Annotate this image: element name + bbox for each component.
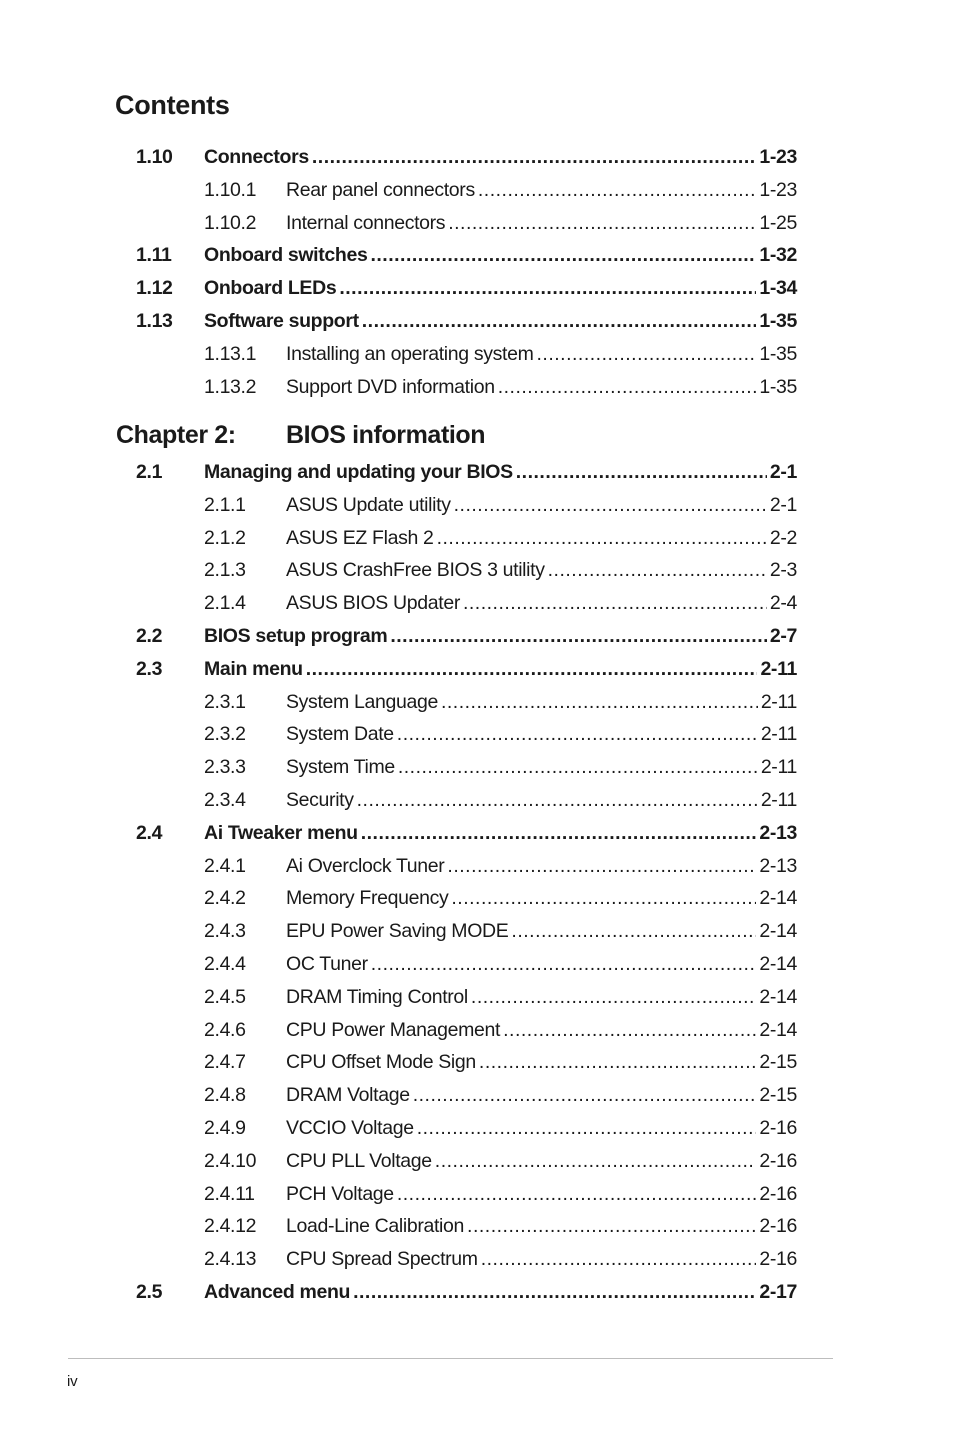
- toc-entry-title: ASUS Update utility: [286, 493, 451, 516]
- toc-subsection-entry[interactable]: [204, 211, 797, 235]
- dot-leader: [398, 755, 758, 779]
- toc-entry-page: 2-14: [759, 887, 797, 910]
- toc-entry-number: 2.4.2: [204, 887, 246, 910]
- dot-leader: [516, 460, 767, 484]
- toc-entry-line: [286, 919, 797, 943]
- toc-entry-number: 1.13: [136, 310, 173, 332]
- toc-entry-number: 2.4.6: [204, 1018, 246, 1041]
- toc-entry-page: 2-15: [759, 1084, 797, 1107]
- toc-entry-page: 2-1: [769, 461, 797, 483]
- toc-entry-number: 1.10.2: [204, 211, 257, 234]
- toc-entry-page: 1-23: [759, 178, 797, 201]
- toc-entry-page: 1-34: [759, 277, 797, 300]
- dot-leader: [437, 526, 767, 550]
- toc-entry-number: 1.11: [136, 244, 172, 267]
- toc-entry-number: 2.4.11: [204, 1182, 255, 1205]
- toc-subsection-entry[interactable]: [204, 493, 797, 517]
- toc-entry-page: 1-25: [759, 211, 797, 234]
- toc-entry-page: 2-2: [769, 526, 797, 549]
- toc-entry-page: 2-16: [759, 1215, 797, 1238]
- toc-entry-title: Advanced menu: [204, 1281, 351, 1303]
- toc-entry-line: [286, 375, 797, 399]
- dot-leader: [478, 178, 757, 202]
- dot-leader: [481, 1247, 757, 1271]
- toc-entry-title: DRAM Timing Control: [286, 985, 468, 1008]
- toc-entry-number: 2.4.12: [204, 1215, 257, 1238]
- toc-entry-page: 1-35: [759, 375, 797, 398]
- toc-entry-page: 2-14: [759, 953, 797, 975]
- toc-subsection-entry[interactable]: [204, 1018, 797, 1042]
- toc-entry-title: Support DVD information: [286, 375, 495, 398]
- toc-entry-title: Connectors: [204, 146, 309, 168]
- dot-leader: [463, 591, 767, 615]
- toc-entry-number: 2.4.7: [204, 1051, 246, 1074]
- toc-subsection-entry[interactable]: [204, 854, 797, 878]
- toc-section-entry[interactable]: [136, 657, 797, 681]
- toc-entry-number: 2.1.3: [204, 559, 246, 582]
- toc-section-entry[interactable]: [136, 276, 797, 300]
- toc-entry-number: 2.4.13: [204, 1248, 257, 1271]
- toc-entry-page: 2-7: [769, 625, 797, 647]
- toc-subsection-entry[interactable]: [204, 1182, 797, 1206]
- toc-entry-number: 1.13.1: [204, 342, 257, 365]
- toc-entry-number: 2.4.3: [204, 920, 246, 943]
- toc-entry-number: 2.3.1: [204, 690, 246, 713]
- toc-entry-title: Load-Line Calibration: [286, 1215, 465, 1238]
- toc-entry-number: 1.12: [136, 277, 173, 300]
- toc-entry-number: 2.1.4: [204, 592, 246, 615]
- toc-entry-number: 1.13.2: [204, 375, 257, 398]
- toc-entry-line: [286, 178, 797, 202]
- toc-entry-page: 2-11: [760, 690, 797, 713]
- toc-entry-title: ASUS EZ Flash 2: [286, 526, 434, 549]
- toc-section-entry[interactable]: [136, 460, 797, 484]
- toc-subsection-entry[interactable]: [204, 788, 797, 812]
- toc-entry-page: 2-16: [759, 1248, 797, 1271]
- toc-subsection-entry[interactable]: [204, 690, 797, 714]
- toc-entry-number: 1.10.1: [204, 178, 257, 201]
- toc-entry-title: ASUS BIOS Updater: [286, 592, 460, 615]
- toc-section-entry[interactable]: [136, 309, 797, 333]
- toc-entry-line: [286, 493, 797, 517]
- toc-entry-line: [204, 276, 797, 300]
- toc-entry-page: 1-35: [759, 310, 797, 332]
- toc-subsection-entry[interactable]: [204, 342, 797, 366]
- toc-entry-page: 2-14: [759, 985, 797, 1008]
- toc-entry-title: System Time: [286, 756, 395, 779]
- dot-leader: [370, 243, 756, 267]
- toc-entry-line: [286, 1083, 797, 1107]
- toc-entry-line: [286, 854, 797, 878]
- toc-entry-page: 2-17: [759, 1281, 797, 1303]
- toc-entry-title: DRAM Voltage: [286, 1084, 410, 1107]
- toc-entry-line: [204, 821, 797, 845]
- toc-entry-title: Main menu: [204, 657, 303, 680]
- toc-entry-title: CPU Offset Mode Sign: [286, 1051, 476, 1074]
- toc-entry-title: Ai Overclock Tuner: [286, 854, 445, 877]
- toc-entry-line: [286, 342, 797, 366]
- toc-entry-page: 1-32: [759, 244, 797, 267]
- toc-entry-line: [286, 788, 797, 812]
- toc-subsection-entry[interactable]: [204, 591, 797, 615]
- toc-subsection-entry[interactable]: [204, 1116, 797, 1140]
- chapter-label: Chapter 2:: [116, 421, 236, 449]
- toc-subsection-entry[interactable]: [204, 952, 797, 976]
- dot-leader: [339, 276, 756, 300]
- toc-section-entry[interactable]: [136, 1280, 797, 1304]
- toc-entry-line: [286, 1050, 797, 1074]
- toc-entry-title: VCCIO Voltage: [286, 1117, 414, 1139]
- toc-entry-title: ASUS CrashFree BIOS 3 utility: [286, 559, 545, 582]
- toc-entry-line: [286, 558, 797, 582]
- toc-subsection-entry[interactable]: [204, 1214, 797, 1238]
- toc-entry-line: [204, 624, 797, 648]
- toc-entry-title: Onboard LEDs: [204, 277, 337, 300]
- toc-entry-page: 2-16: [759, 1149, 797, 1172]
- dot-leader: [454, 493, 767, 517]
- toc-entry-number: 2.2: [136, 625, 163, 647]
- dot-leader: [471, 985, 756, 1009]
- toc-entry-line: [286, 1018, 797, 1042]
- dot-leader: [371, 952, 757, 976]
- dot-leader: [435, 1149, 757, 1173]
- chapter-name: BIOS information: [286, 421, 486, 449]
- toc-subsection-entry[interactable]: [204, 886, 797, 910]
- dot-leader: [362, 309, 757, 333]
- toc-entry-line: [286, 985, 797, 1009]
- toc-entry-title: Security: [286, 789, 354, 811]
- toc-entry-number: 2.3.2: [204, 723, 246, 746]
- toc-entry-title: CPU PLL Voltage: [286, 1149, 432, 1172]
- dot-leader: [498, 375, 757, 399]
- toc-entry-page: 2-13: [759, 854, 797, 877]
- toc-entry-line: [286, 755, 797, 779]
- dot-leader: [467, 1214, 756, 1238]
- toc-entry-page: 2-11: [760, 657, 797, 680]
- toc-entry-number: 2.4.8: [204, 1084, 246, 1107]
- toc-entry-number: 2.1.2: [204, 526, 246, 549]
- dot-leader: [353, 1280, 756, 1304]
- dot-leader: [536, 342, 756, 366]
- toc-entry-title: OC Tuner: [286, 953, 368, 975]
- dot-leader: [451, 886, 756, 910]
- toc-entry-page: 2-11: [760, 789, 797, 811]
- toc-entry-title: PCH Voltage: [286, 1182, 394, 1205]
- toc-entry-page: 2-11: [760, 723, 797, 746]
- toc-entry-page: 2-15: [759, 1051, 797, 1074]
- toc-subsection-entry[interactable]: [204, 558, 797, 582]
- toc-entry-line: [286, 1247, 797, 1271]
- toc-entry-page: 2-14: [759, 920, 797, 943]
- toc-subsection-entry[interactable]: [204, 1083, 797, 1107]
- toc-entry-page: 2-13: [759, 821, 797, 844]
- toc-entry-line: [286, 591, 797, 615]
- dot-leader: [357, 788, 758, 812]
- toc-entry-page: 1-35: [759, 342, 797, 365]
- toc-entry-line: [204, 309, 797, 333]
- toc-entry-title: Internal connectors: [286, 211, 446, 234]
- toc-entry-title: Managing and updating your BIOS: [204, 461, 513, 483]
- toc-entry-page: 2-11: [760, 756, 797, 779]
- toc-entry-number: 2.5: [136, 1281, 163, 1303]
- dot-leader: [417, 1116, 757, 1140]
- toc-entry-line: [286, 886, 797, 910]
- toc-entry-title: CPU Spread Spectrum: [286, 1248, 478, 1271]
- toc-subsection-entry[interactable]: [204, 1050, 797, 1074]
- dot-leader: [503, 1018, 756, 1042]
- toc-subsection-entry[interactable]: [204, 1149, 797, 1173]
- toc-entry-title: System Date: [286, 723, 394, 746]
- toc-entry-number: 2.4.4: [204, 953, 246, 975]
- toc-entry-line: [286, 526, 797, 550]
- toc-entry-title: Onboard switches: [204, 244, 368, 267]
- toc-entry-number: 2.4.9: [204, 1117, 246, 1139]
- toc-entry-title: EPU Power Saving MODE: [286, 920, 509, 943]
- toc-subsection-entry[interactable]: [204, 919, 797, 943]
- dot-leader: [548, 558, 767, 582]
- toc-entry-title: System Language: [286, 690, 438, 713]
- toc-subsection-entry[interactable]: [204, 526, 797, 550]
- toc-section-entry[interactable]: [136, 624, 797, 648]
- toc-entry-title: Software support: [204, 310, 359, 332]
- toc-entry-number: 2.3.4: [204, 789, 246, 811]
- toc-entry-line: [286, 690, 797, 714]
- toc-entry-line: [204, 460, 797, 484]
- toc-entry-number: 2.4.10: [204, 1149, 257, 1172]
- dot-leader: [511, 919, 756, 943]
- dot-leader: [479, 1050, 756, 1074]
- toc-entry-title: BIOS setup program: [204, 625, 388, 647]
- toc-entry-page: 2-3: [769, 559, 797, 582]
- toc-subsection-entry[interactable]: [204, 722, 797, 746]
- toc-entry-number: 2.4: [136, 821, 163, 844]
- dot-leader: [397, 1182, 757, 1206]
- toc-entry-page: 2-1: [769, 493, 797, 516]
- toc-subsection-entry[interactable]: [204, 755, 797, 779]
- toc-subsection-entry[interactable]: [204, 375, 797, 399]
- toc-entry-line: [286, 1116, 797, 1140]
- toc-entry-page: 2-16: [759, 1117, 797, 1139]
- toc-section-entry[interactable]: [136, 821, 797, 845]
- dot-leader: [361, 821, 757, 845]
- toc-entry-line: [286, 1182, 797, 1206]
- toc-entry-line: [204, 243, 797, 267]
- toc-entry-line: [204, 657, 797, 681]
- dot-leader: [441, 690, 758, 714]
- toc-section-entry[interactable]: [136, 145, 797, 169]
- toc-entry-line: [204, 145, 797, 169]
- toc-entry-number: 2.3.3: [204, 756, 246, 779]
- toc-entry-number: 2.4.5: [204, 985, 246, 1008]
- dot-leader: [448, 211, 756, 235]
- toc-entry-title: Installing an operating system: [286, 342, 534, 365]
- toc-entry-line: [286, 211, 797, 235]
- dot-leader: [413, 1083, 757, 1107]
- toc-section-entry[interactable]: [136, 243, 797, 267]
- toc-entry-number: 2.4.1: [204, 854, 246, 877]
- toc-entry-line: [286, 952, 797, 976]
- dot-leader: [312, 145, 757, 169]
- toc-subsection-entry[interactable]: [204, 985, 797, 1009]
- toc-subsection-entry[interactable]: [204, 1247, 797, 1271]
- footer-page-number: iv: [67, 1373, 78, 1390]
- dot-leader: [390, 624, 767, 648]
- dot-leader: [397, 722, 758, 746]
- toc-entry-page: 1-23: [759, 146, 797, 168]
- toc-entry-number: 2.1.1: [204, 493, 246, 516]
- footer-divider: [68, 1358, 833, 1359]
- toc-entry-line: [286, 722, 797, 746]
- toc-entry-number: 2.1: [136, 461, 163, 483]
- page-title: Contents: [115, 90, 230, 120]
- toc-entry-page: 2-4: [769, 592, 797, 615]
- toc-entry-title: Ai Tweaker menu: [204, 821, 358, 844]
- toc-entry-page: 2-16: [759, 1182, 797, 1205]
- toc-entry-page: 2-14: [759, 1018, 797, 1041]
- toc-entry-number: 2.3: [136, 657, 163, 680]
- toc-entry-line: [286, 1149, 797, 1173]
- toc-entry-line: [204, 1280, 797, 1304]
- toc-subsection-entry[interactable]: [204, 178, 797, 202]
- dot-leader: [306, 657, 758, 681]
- toc-entry-number: 1.10: [136, 146, 173, 168]
- toc-entry-title: Rear panel connectors: [286, 178, 475, 201]
- dot-leader: [447, 854, 756, 878]
- toc-entry-title: Memory Frequency: [286, 887, 449, 910]
- toc-entry-title: CPU Power Management: [286, 1018, 501, 1041]
- toc-entry-line: [286, 1214, 797, 1238]
